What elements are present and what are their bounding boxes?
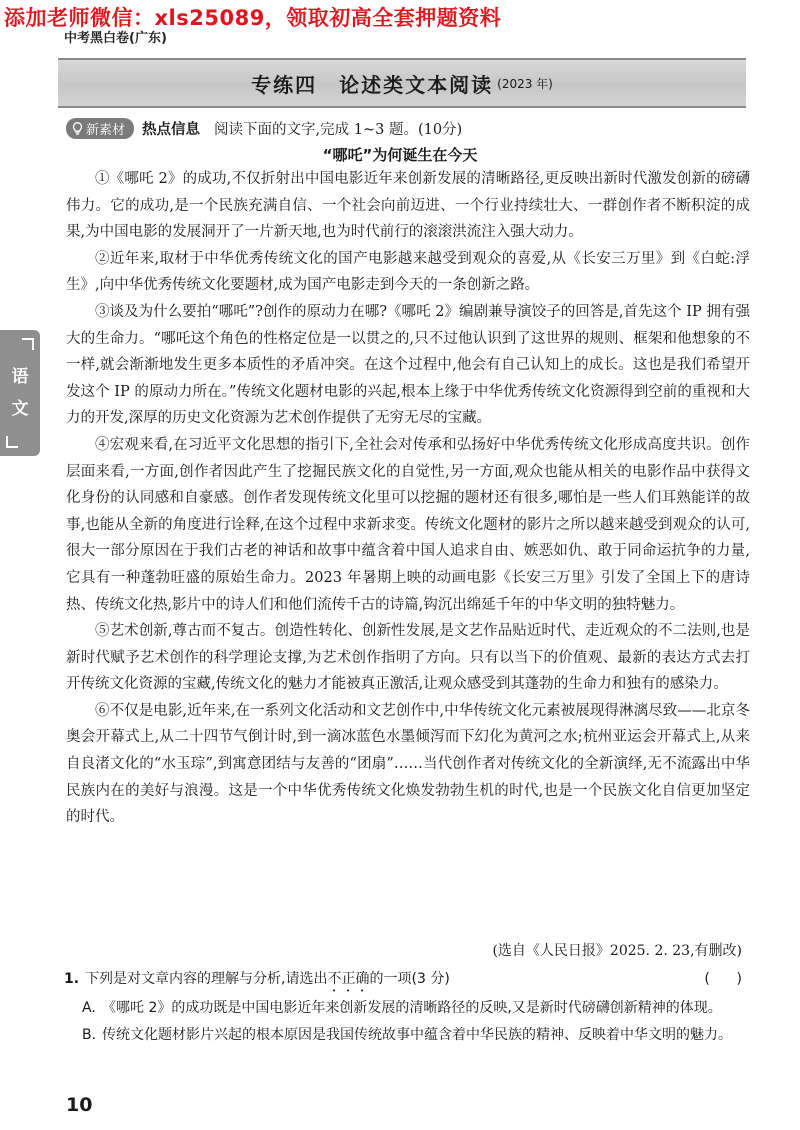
banner-practice: 专练四 [251, 72, 318, 97]
article-title: “哪吒”为何诞生在今天 [322, 146, 478, 164]
question-stem-after: 的一项(3 分) [369, 971, 450, 987]
option-a-text: 《哪吒 2》的成功既是中国电影近年来创新发展的清晰路径的反映,又是新时代磅礴创新精神的体现。 [102, 1000, 722, 1016]
article-paragraph-4: ④宏观来看,在习近平文化思想的指引下,全社会对传承和弘扬好中华优秀传统文化形成高度共识。创作层面来看,一方面,创作者因此产生了挖掘民族文化的自觉性,另一方面,观众也能从相关的电影作品中获得文化身份的认同感和自豪感。创作者发现传统文化里可以挖掘的题材还有很多,哪怕是一些人们耳熟能详的故事,也能从全新的角度进行诠释,在这个过程中求新求变。传统文化题材的影片之所以越来越受到观众的认可,很大一部分原因在于我们古老的神话和故事中蕴含着中国人追求自由、嫉恶如仇、敢于同命运抗争的力量,它具有一种蓬勃旺盛的原始生命力。2023 年暑期上映的动画电影《长安三万里》引发了全国上下的唐诗热、传统文化热,影片中的诗人们和他们流传千古的诗篇,钩沉出绵延千年的中华文明的独特魅力。 [66, 436, 750, 613]
new-material-label: 新素材 [86, 123, 126, 138]
page-number: 10 [66, 1094, 93, 1116]
question-number: 1. [64, 971, 80, 987]
lightbulb-icon [72, 122, 83, 135]
option-a [64, 995, 754, 1022]
watermark-text: 添加老师微信：xls25089，领取初高全套押题资料 [4, 6, 502, 30]
sidebar-char-1: 语 [11, 367, 29, 387]
article-body [66, 166, 750, 831]
article-paragraph-5: ⑤艺术创新,尊古而不复古。创造性转化、创新性发展,是文艺作品贴近时代、走近观众的不二法则,也是新时代赋予艺术创作的科学理论支撑,为艺术创作指明了方向。只有以当下的价值观、最新的表达方式去打开传统文化资源的宝藏,传统文化的魅力才能被真正激活,让观众感受到其蓬勃的生命力和独有的感染力。 [66, 623, 750, 693]
new-material-badge [66, 118, 134, 139]
article-paragraph-3: ③谈及为什么要拍“哪吒”?创作的原动力在哪?《哪吒 2》编剧兼导演饺子的回答是,首先这个 IP 拥有强大的生命力。“哪吒这个角色的性格定位是一以贯之的,只不过他认识到了这世界的规则、框架和他想象的不一样,就会渐渐地发生更多本质性的矛盾冲突。在这个过程中,他会有自己认知上的成长。这也是我们希望开发这个 IP 的原动力所在。”传统文化题材电影的兴起,根本上缘于中华优秀传统文化资源得到空前的重视和大力的开发,深厚的历史文化资源为艺术创作提供了无穷无尽的宝藏。 [66, 303, 750, 427]
article-paragraph-1: ①《哪吒 2》的成功,不仅折射出中国电影近年来创新发展的清晰路径,更反映出新时代激发创新的磅礴伟力。它的成功,是一个民族充满自信、一个社会向前迈进、一个行业持续壮大、一群创作者不断积淀的成果,为中国电影的发展洞开了一片新天地,也为时代前行的滚滚洪流注入强大动力。 [66, 171, 750, 241]
series-title: 中考黑白卷(广东) [64, 31, 167, 46]
section-banner [58, 58, 746, 108]
instruction-text: 阅读下面的文字,完成 1~3 题。(10分) [214, 122, 463, 138]
subject-sidebar-tab [0, 330, 40, 456]
option-b [64, 1022, 754, 1049]
option-a-letter: A. [82, 1000, 96, 1016]
article-paragraph-6: ⑥不仅是电影,近年来,在一系列文化活动和文艺创作中,中华传统文化元素被展现得淋漓尽致——北京冬奥会开幕式上,从二十四节气倒计时,到一滴冰蓝色水墨倾泻而下幻化为黄河之水;杭州亚运会开幕式上,从来自良渚文化的“水玉琮”,到寓意团结与友善的“团扇”……当代创作者对传统文化的全新演绎,无不流露出中华民族内在的美好与浪漫。这是一个中华优秀传统文化焕发勃勃生机的时代,也是一个民族文化自信更加坚定的时代。 [66, 702, 750, 826]
answer-blank[interactable]: ( ) [704, 971, 742, 987]
banner-year: (2023 年) [497, 76, 553, 91]
banner-topic: 论述类文本阅读 [339, 72, 494, 97]
option-b-text: 传统文化题材影片兴起的根本原因是我国传统故事中蕴含着中华民族的精神、反映着中华文明的魅力。 [102, 1027, 732, 1043]
article-source: (选自《人民日报》2025. 2. 23,有删改) [492, 943, 742, 959]
option-b-letter: B. [82, 1027, 97, 1043]
question-1 [64, 966, 754, 1049]
hot-info-label: 热点信息 [142, 122, 201, 138]
article-paragraph-2: ②近年来,取材于中华优秀传统文化的国产电影越来越受到观众的喜爱,从《长安三万里》到《白蛇:浮生》,向中华优秀传统文化要题材,成为国产电影走到今天的一条创新之路。 [66, 250, 750, 294]
sidebar-char-2: 文 [11, 399, 29, 419]
question-stem-emphasis: 不正确 [327, 971, 370, 987]
question-stem-before: 下列是对文章内容的理解与分析,请选出 [85, 971, 328, 987]
reading-instruction [66, 118, 756, 139]
